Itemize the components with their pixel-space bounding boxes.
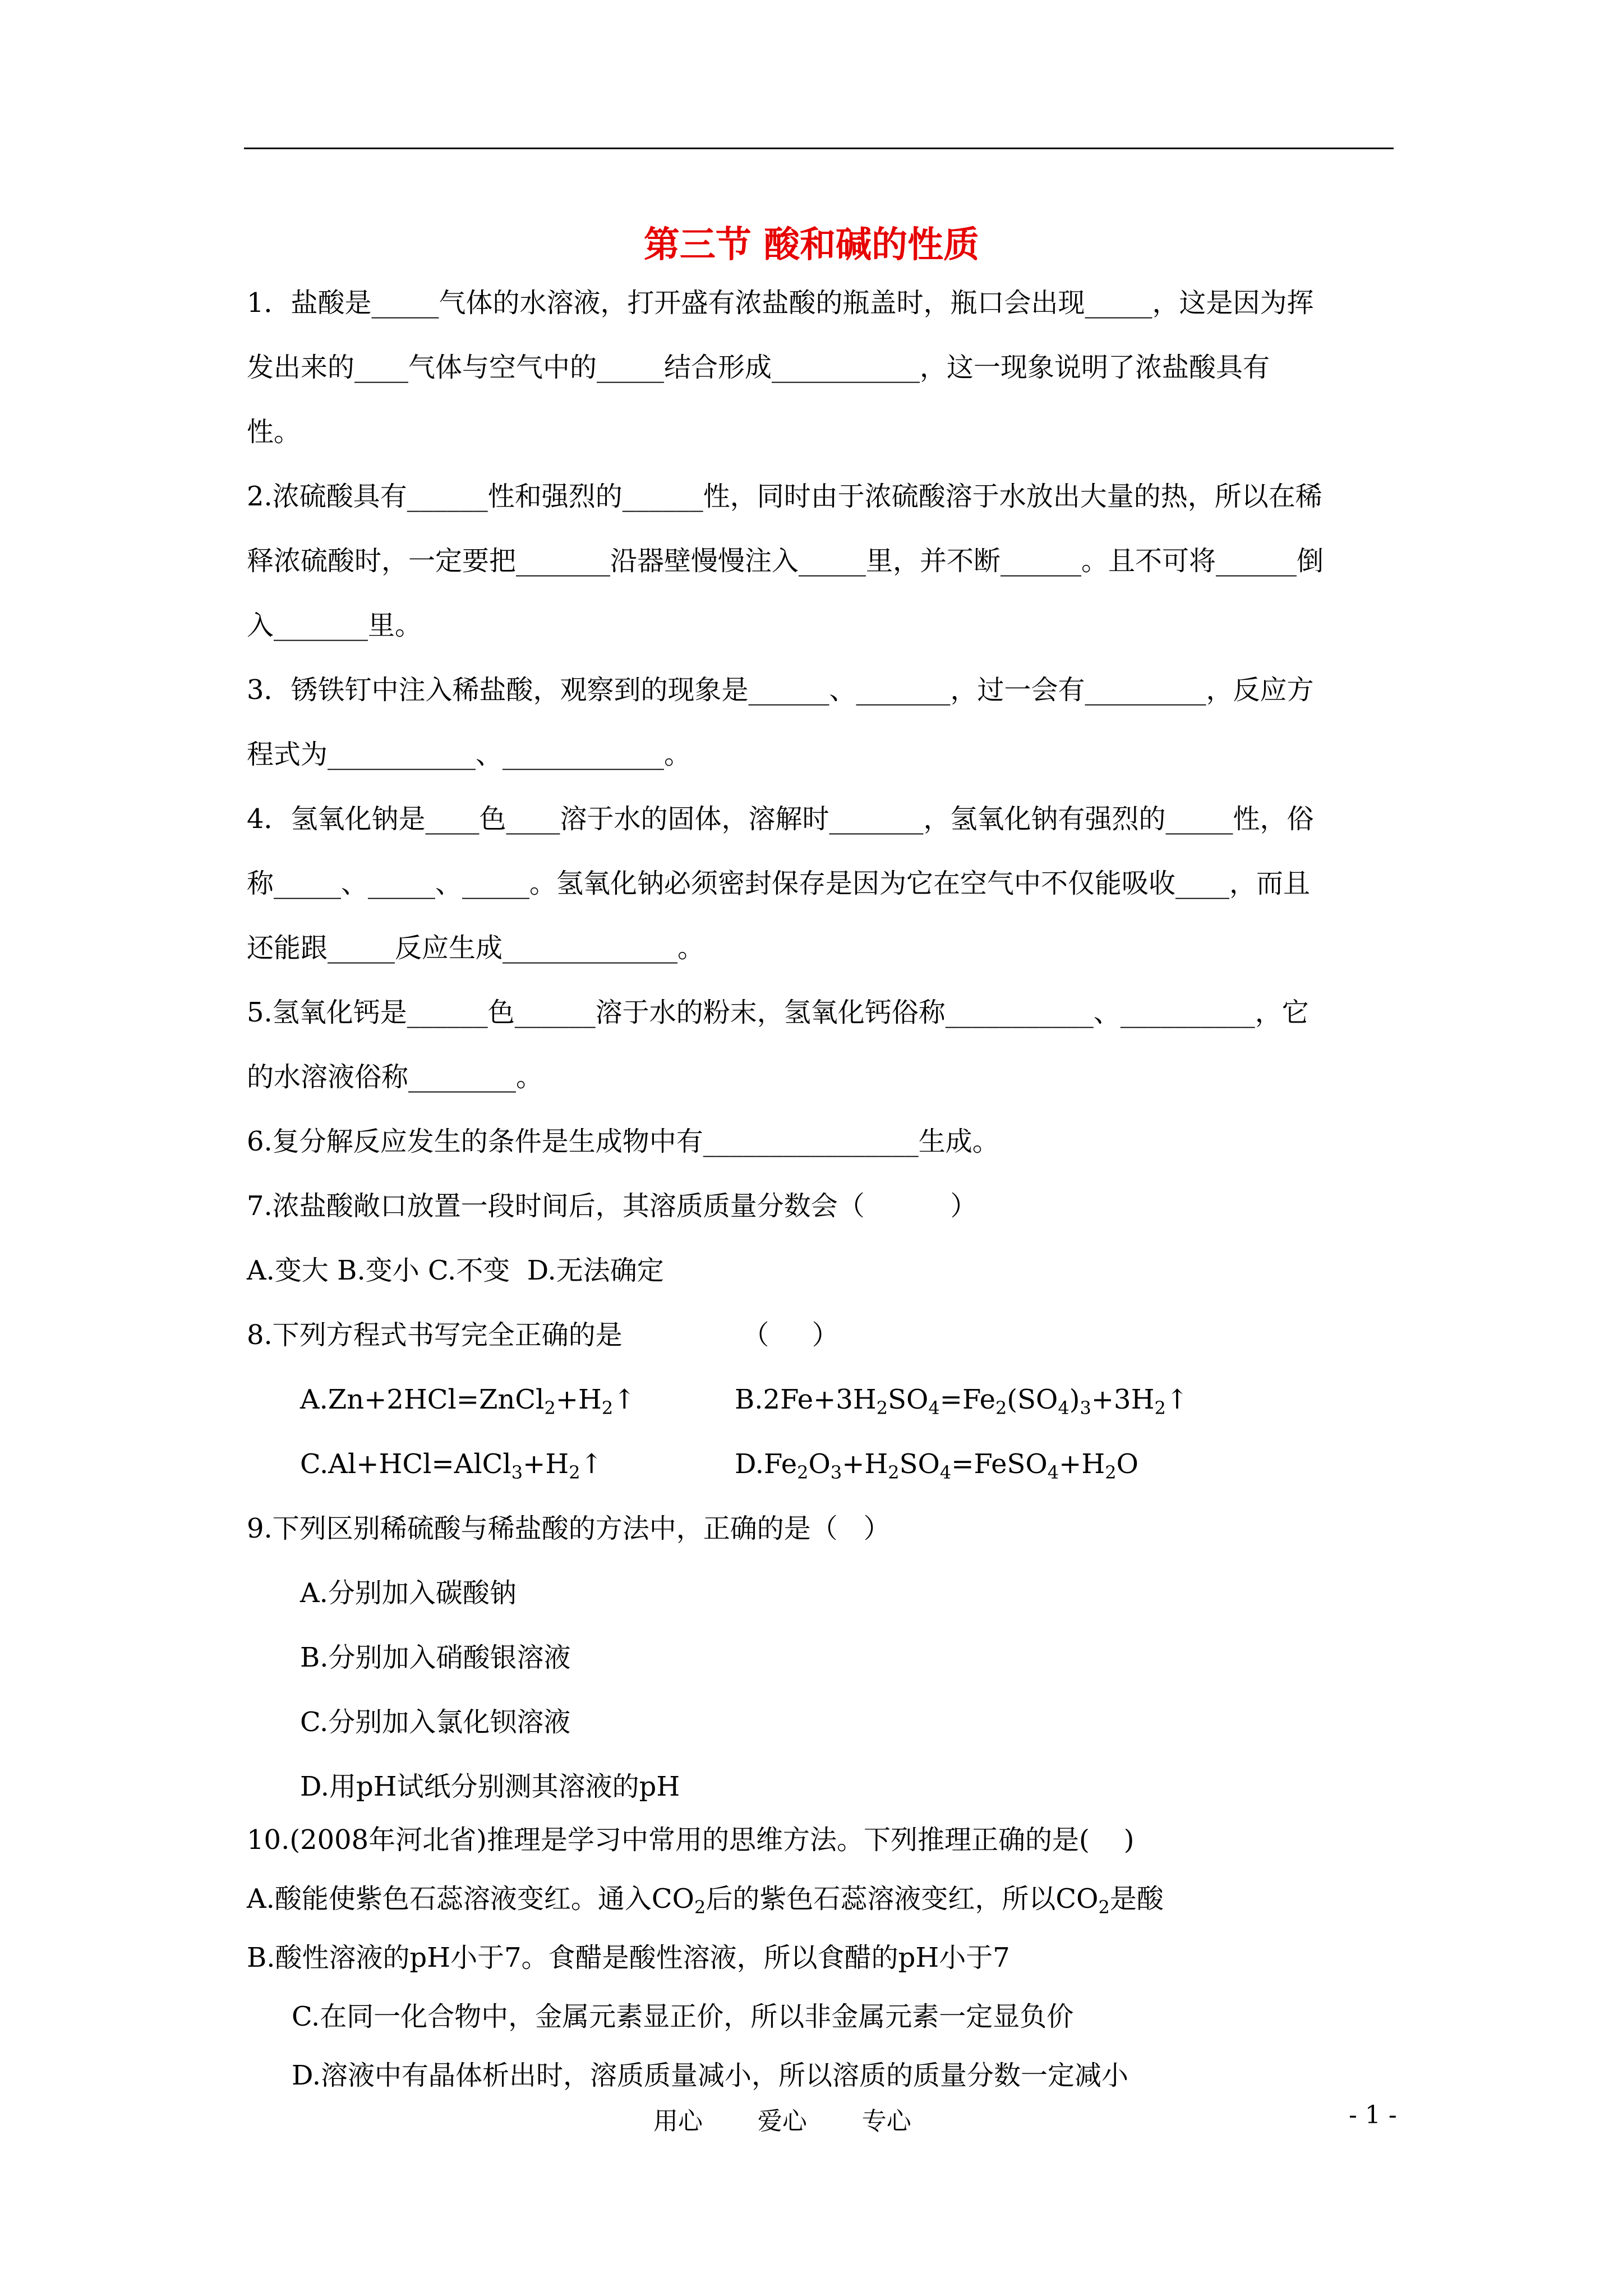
page-number: - 1 -: [1349, 2101, 1397, 2129]
header-rule: [244, 148, 1394, 149]
text-line: 入_______里。: [247, 610, 422, 641]
text-line: 5.氢氧化钙是______色______溶于水的粉末，氢氧化钙俗称___________、__________，它: [247, 997, 1309, 1028]
text-line: A.变大 B.变小 C.不变 D.无法确定: [247, 1255, 664, 1286]
text-line: D.溶液中有晶体析出时，溶质质量减小，所以溶质的质量分数一定减小: [292, 2060, 1129, 2091]
text-line: 9.下列区别稀硫酸与稀盐酸的方法中，正确的是（ ）: [247, 1513, 891, 1544]
text-line: 程式为___________、____________。: [247, 739, 691, 770]
page-title: 第三节 酸和碱的性质: [643, 224, 980, 266]
text-line: 2.浓硫酸具有______性和强烈的______性，同时由于浓硫酸溶于水放出大量的热，所以在稀: [247, 481, 1322, 512]
text-line: B.酸性溶液的pH小于7。食醋是酸性溶液，所以食醋的pH小于7: [247, 1942, 1010, 1973]
text-line: 10.(2008年河北省)推理是学习中常用的思维方法。下列推理正确的是( ): [247, 1824, 1135, 1856]
text-line: $C.Al+HCl=AlCl_3+H_2↑$: [300, 1448, 603, 1483]
text-line: $B.2Fe+3H_2SO_4=Fe_2(SO_4)_3+3H_2↑$: [735, 1384, 1189, 1419]
text-line: D.用pH试纸分别测其溶液的pH: [300, 1771, 680, 1802]
text-line: A.酸能使紫色石蕊溶液变红。通入$CO_2$后的紫色石蕊溶液变红，所以$CO_2$是酸: [247, 1883, 1164, 1918]
footer-motto: 用心 爱心 专心: [653, 2107, 911, 2136]
text-line: 还能跟_____反应生成_____________。: [247, 932, 705, 964]
text-line: 性。: [247, 416, 301, 448]
text-line: 发出来的____气体与空气中的_____结合形成___________，这一现象说明了浓盐酸具有: [247, 352, 1270, 383]
text-line: A.分别加入碳酸钠: [300, 1577, 517, 1609]
text-line: C.在同一化合物中，金属元素显正价，所以非金属元素一定显负价: [292, 2001, 1074, 2032]
text-line: 称_____、_____、_____。氢氧化钠必须密封保存是因为它在空气中不仅能吸收____，而且: [247, 868, 1311, 899]
text-line: 释浓硫酸时，一定要把_______沿器壁慢慢注入_____里，并不断______。且不可将______倒: [247, 545, 1324, 577]
text-line: $D.Fe_2O_3+H_2SO_4=FeSO_4+H_2O$: [735, 1448, 1138, 1483]
text-line: 4．氢氧化钠是____色____溶于水的固体，溶解时_______，氢氧化钠有强烈的_____性，俗: [247, 803, 1314, 835]
text-line: C.分别加入氯化钡溶液: [300, 1706, 571, 1738]
text-line: 的水溶液俗称________。: [247, 1061, 543, 1093]
text-line: 8.下列方程式书写完全正确的是 （ ）: [247, 1319, 839, 1351]
text-line: 1．盐酸是_____气体的水溶液，打开盛有浓盐酸的瓶盖时，瓶口会出现_____，这是因为挥: [247, 287, 1314, 319]
text-line: $A.Zn+2HCl=ZnCl_2+H_2↑$: [300, 1384, 636, 1419]
text-line: 7.浓盐酸敞口放置一段时间后，其溶质质量分数会（ ）: [247, 1190, 978, 1222]
text-line: B.分别加入硝酸银溶液: [300, 1642, 571, 1673]
text-line: 3．锈铁钉中注入稀盐酸，观察到的现象是______、_______，过一会有_________，反应方: [247, 674, 1314, 706]
text-line: 6.复分解反应发生的条件是生成物中有________________生成。: [247, 1126, 999, 1157]
